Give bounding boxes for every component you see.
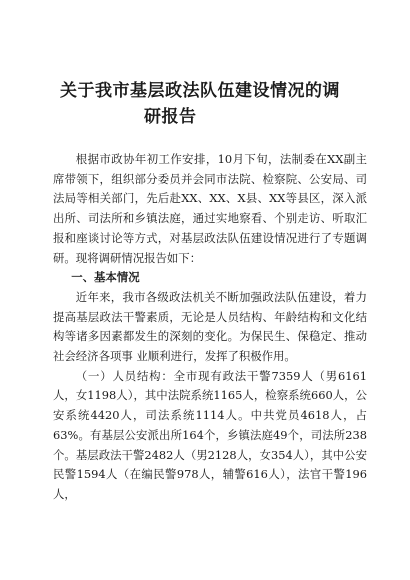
title-line-1: 关于我市基层政法队伍建设情况的调 [60, 81, 340, 101]
intro-paragraph: 根据市政协年初工作安排，10月下旬，法制委在XX副主席带领下，组织部分委员并会同市法院、检察院、公安局、司法局等相关部门，先后赴XX、XX、X县、XX等县区，深入派出所、司法所和乡镇法庭，通过实地察看、个别走访、听取汇报和座谈讨论等方式，对基层政法队伍建设情况进行了专题调研。现将调研情况报告如下： [53, 152, 367, 265]
title-line-2: 研报告 [144, 107, 197, 127]
document-body [53, 150, 367, 505]
personnel-structure-paragraph: （一）人员结构：全市现有政法干警7359人（男6161人，女1198人），其中法院系统1165人，检察系统660人，公安系统4420人，司法系统1114人。中共党员4618人，占63%。有基层公安派出所164个，乡镇法庭49个，司法所238个。基层政法干警2482人（男2128人，女354人），其中公安民警1594人（在编民警978人，辅警616人），法官干警196人， [53, 368, 367, 501]
document-title [60, 78, 380, 130]
basic-situation-paragraph: 近年来，我市各级政法机关不断加强政法队伍建设，着力提高基层政法干警素质，无论是人员结构、年龄结构和文化结构等诸多因素都发生的深刻的变化。为保民生、保稳定、推动社会经济各项事 业顺利进行，发挥了积极作用。 [53, 289, 367, 364]
section-heading-basic-situation: 一、基本情况 [71, 270, 140, 285]
